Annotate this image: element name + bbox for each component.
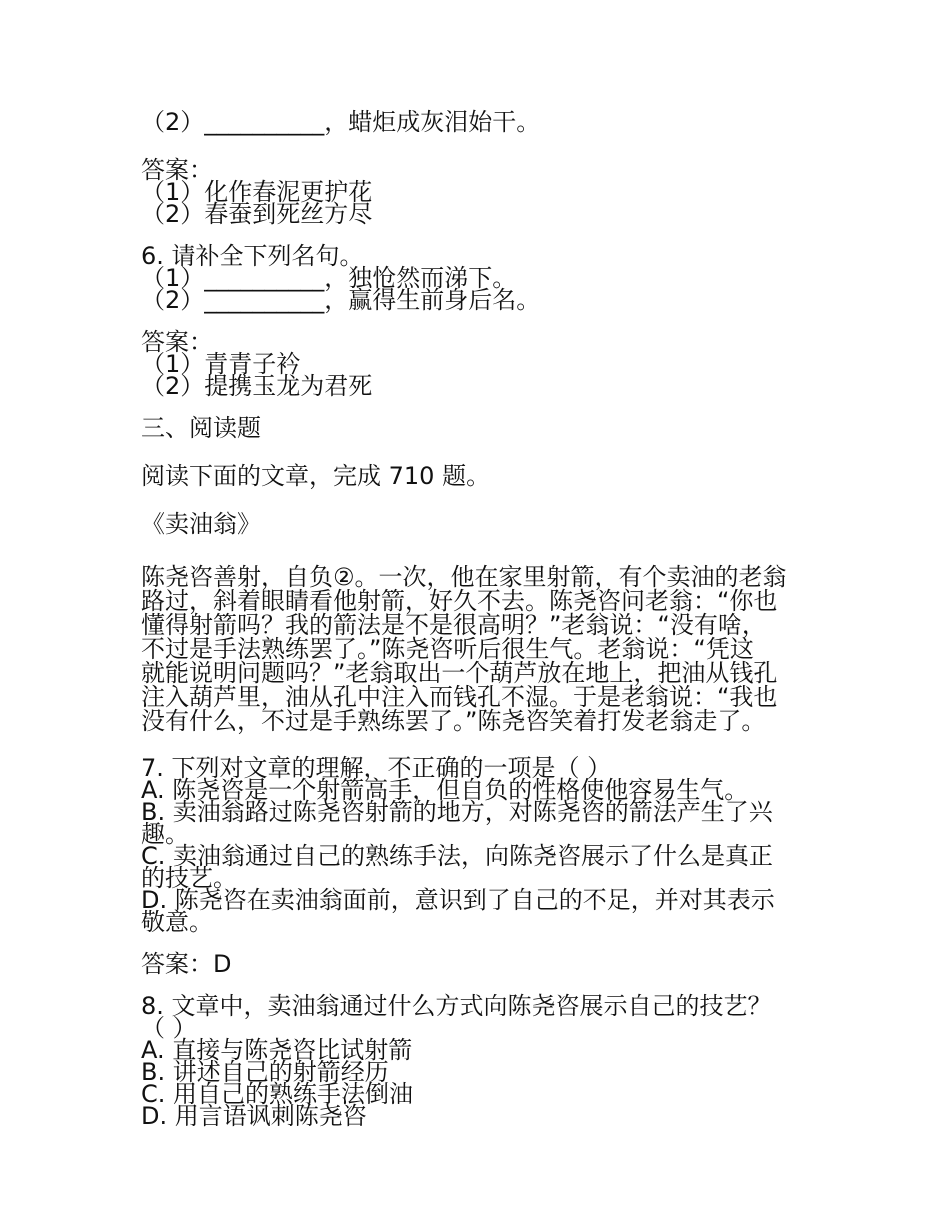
article-line: 就能说明问题吗？”老翁取出一个葫芦放在地上，把油从钱孔 [141,659,778,687]
question-line: D. 用言语讽刺陈尧咨 [141,1102,367,1130]
answer-line: （2）春蚕到死丝方尽 [141,200,373,228]
answer-label: 答案： [141,156,213,184]
article-line: 没有什么，不过是手熟练罢了。”陈尧咨笑着打发老翁走了。 [141,707,766,735]
article-title: 《卖油翁》 [141,510,261,538]
section-heading: 三、阅读题 [141,414,261,442]
article-line: 不过是手法熟练罢了。”陈尧咨听后很生气。老翁说：“凭这 [141,635,754,663]
question-line: 的技艺。 [141,864,237,892]
question-line: B. 卖油翁路过陈尧咨射箭的地方，对陈尧咨的箭法产生了兴 [141,798,773,826]
answer-6 [141,328,821,400]
article-body [141,565,821,733]
question-8 [141,992,821,1130]
question-line: C. 用自己的熟练手法倒油 [141,1080,414,1108]
question-line: C. 卖油翁通过自己的熟练手法，向陈尧咨展示了什么是真正 [141,842,774,870]
reading-instruction: 阅读下面的文章，完成 710 题。 [141,462,491,490]
answer-5 [141,156,821,228]
article-line: 路过，斜着眼睛看他射箭，好久不去。陈尧咨问老翁：“你也 [141,587,778,615]
question-line: A. 直接与陈尧咨比试射箭 [141,1036,413,1064]
question-7 [141,754,821,936]
q5-part2: （2）__________，蜡炬成灰泪始干。 [141,108,541,136]
question-line: （ ） [141,1014,197,1042]
answer-line: （2）提携玉龙为君死 [141,372,373,400]
question-line: 8. 文章中，卖油翁通过什么方式向陈尧咨展示自己的技艺？ [141,992,772,1020]
question-6 [141,242,821,314]
page-content [141,105,821,1130]
answer-7: 答案：D [141,950,232,978]
article-line: 懂得射箭吗？我的箭法是不是很高明？”老翁说：“没有啥， [141,611,766,639]
question-line: D. 陈尧咨在卖油翁面前，意识到了自己的不足，并对其表示 [141,886,775,914]
article-line: 注入葫芦里，油从孔中注入而钱孔不湿。于是老翁说：“我也 [141,683,778,711]
question-item: （1）__________，独怆然而涕下。 [141,264,517,292]
answer-line: （1）化作春泥更护花 [141,178,373,206]
question-item: （2）__________，赢得生前身后名。 [141,286,541,314]
question-line: B. 讲述自己的射箭经历 [141,1058,389,1086]
question-line: 7. 下列对文章的理解，不正确的一项是（ ） [141,754,612,782]
article-line: 陈尧咨善射，自负②。一次，他在家里射箭，有个卖油的老翁 [141,563,787,591]
question-line: A. 陈尧咨是一个射箭高手，但自负的性格使他容易生气。 [141,776,749,804]
answer-line: （1）青青子衿 [141,350,301,378]
question-line: 敬意。 [141,908,213,936]
question-stem: 6. 请补全下列名句。 [141,242,364,270]
answer-label: 答案： [141,328,213,356]
question-line: 趣。 [141,820,189,848]
